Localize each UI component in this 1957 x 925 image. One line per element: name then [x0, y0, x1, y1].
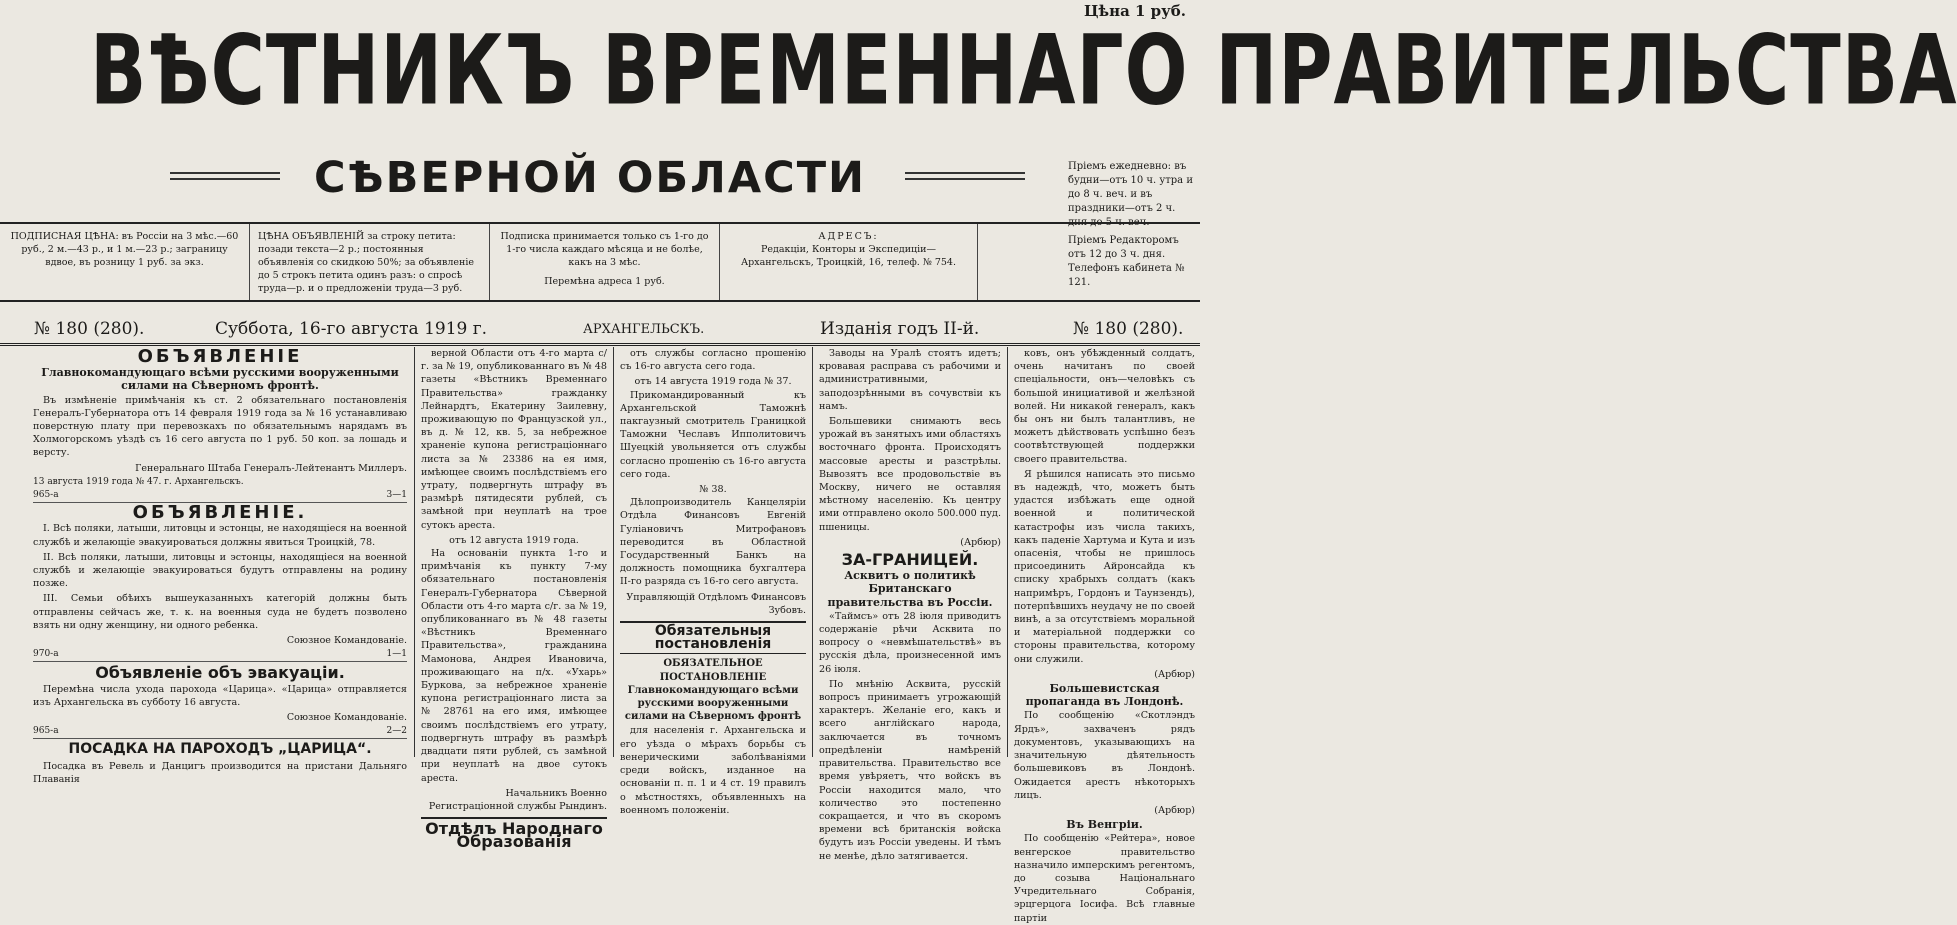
dismissal-text: отъ службы согласно прошенію съ 16-го августа сего года. — [620, 348, 806, 373]
decree-text: для населенія г. Архангельска и его уѣзда о мѣрахъ борьбы съ венерическими заболѣваніями среди войскъ, изданное на основаніи п. п. 1 и 4 ст. 19 правилъ о мѣстностяхъ, объявленныхъ на военномъ положеніи. — [620, 725, 806, 816]
evacuation-announcement-ref — [33, 725, 407, 739]
finance-signature: Управляющій Отдѣломъ Финансовъ Зубовъ. — [626, 591, 806, 616]
decrees-heading: Обязательныя постановленія — [620, 621, 806, 654]
evacuation-signature: Союзное Командованіе. — [286, 635, 407, 647]
ironside-text: ковъ, онъ убѣжденный солдатъ, очень начитанъ по своей спеціальности, онъ—человѣкъ съ большой инициативой и желѣзной волей. Ни никакой генералъ, какъ бы онъ ни былъ талантливъ, не можетъ дѣйствовать успѣшно безъ соотвѣтствующей поддержки своего правительства. — [1014, 348, 1195, 465]
issue-city: АРХАНГЕЛЬСКЪ. — [583, 322, 705, 337]
notice-heading: ОБЪЯВЛЕНІЕ — [137, 346, 303, 367]
column-divider — [812, 347, 813, 757]
fine-order-signature: Начальникъ Военно Регистраціонной службы Рындинъ. — [428, 787, 607, 812]
notice-signature: Генеральнаго Штаба Генералъ-Лейтенантъ Миллеръ. — [135, 462, 407, 474]
decorative-rule-right — [905, 172, 1025, 180]
letter-text: Я рѣшился написать это письмо въ надеждѣ, что, можетъ быть удастся избѣжать еще одной военной и политической катастрофы изъ числа такихъ, какъ паденіе Хартума и Кута и изъ опасенія, чтобы не пришлось присоединить Айронсайда къ списку храбрыхъ солдатъ (какъ напримѣръ, Гордонъ и Таунзендъ), потерпѣвшихъ неудачу не по своей винѣ, а за отсутствіемъ моральной и матеріальной поддержки со стороны правительства, которому они служили. — [1014, 468, 1195, 665]
fine-order-date: отъ 12 августа 1919 года. — [449, 534, 579, 546]
subscription-terms-text: Подписка принимается только съ 1-го до 1-го числа каждаго мѣсяца и не болѣе, какъ на 3 мѣс. — [500, 231, 709, 268]
notice-ref-code: 965-а — [33, 490, 59, 501]
subscription-terms — [490, 224, 720, 300]
evacuation-announcement-ref-code: 965-а — [33, 726, 59, 737]
evacuation-announcement-heading: Объявленіе объ эвакуаціи. — [95, 663, 345, 683]
issue-number-left: № 180 (280). — [34, 319, 145, 339]
evacuation-announcement-ref-count: 2—2 — [386, 726, 407, 737]
notice-text: Въ измѣненіе примѣчанія къ ст. 2 обязательнаго постановленія Генералъ-Губернатора отъ 14 февраля 1919 года за № 16 устанавливаю поверстную плату при перевозкахъ по обязательнымъ нарядамъ въ Холмогорскомъ уѣздѣ съ 16 сего августа по 1 руб. 50 коп. за лошадь и версту. — [33, 394, 407, 459]
evacuation-ref-code: 970-а — [33, 649, 59, 660]
issue-date: Суббота, 16-го августа 1919 г. — [215, 319, 488, 339]
price-label: Цѣна 1 руб. — [1084, 2, 1186, 20]
order-38-number: № 38. — [699, 484, 727, 496]
issue-year: Изданія годъ II-й. — [820, 319, 980, 339]
education-dept-heading: Отдѣлъ Народнаго Образованія — [421, 817, 607, 848]
info-bar — [0, 222, 1200, 302]
fine-order-1: верной Области отъ 4-го марта с/г. за № 19, опубликованнаго въ № 48 газеты «Вѣстникъ Временнаго Правительства» гражданку Лейнардтъ, Екатерину Заилевну, проживающую по Французской ул., въ д. № 12, кв. 5, за небрежное храненіе купона регистраціоннаго листа за № 23386 на ея имя, имѣющее своимъ послѣдствіемъ его утрату, подвергнуть штрафу въ размѣрѣ пятидесяти рублей, съ замѣной при неуплатѣ на трое сутокъ ареста. — [421, 348, 607, 531]
address-info — [720, 224, 978, 300]
masthead-subtitle: СѢВЕРНОЙ ОБЛАСТИ — [313, 153, 867, 203]
ad-rates-info: ЦѢНА ОБЪЯВЛЕНІЙ за строку петита: позади текста—2 р.; постоянныя объявленія со скидкою 50%; за объявленіе до 5 строкъ петита одинъ разъ: о спросѣ труда—р. и о предложеніи труда—3 руб. — [250, 224, 490, 300]
notice-subheading: Главнокомандующаго всѣми русскими вооруженными силами на Сѣверномъ фронтѣ. — [41, 366, 399, 393]
letter-source: (Арбюр) — [1154, 668, 1195, 680]
decorative-rule-left — [170, 172, 280, 180]
column-2 — [416, 347, 612, 852]
hungary-heading: Въ Венгріи. — [1066, 818, 1143, 832]
propaganda-heading: Большевистская пропаганда въ Лондонѣ. — [1025, 682, 1184, 709]
masthead-subtitle-row — [0, 150, 1200, 210]
evacuation-ref-count: 1—1 — [386, 649, 407, 660]
address-change-fee: Перемѣна адреса 1 руб. — [544, 276, 665, 287]
column-4 — [814, 347, 1006, 862]
evacuation-notice-heading: ОБЪЯВЛЕНІЕ. — [132, 502, 308, 524]
propaganda-source: (Арбюр) — [1154, 804, 1195, 816]
notice-date: 13 августа 1919 года № 47. г. Архангельскъ. — [33, 476, 244, 487]
evacuation-announcement-text: Перемѣна числа ухода парохода «Царица». «Царица» отправляется изъ Архангельска въ субботу 16 августа. — [33, 683, 407, 708]
urals-news: Заводы на Уралѣ стоятъ идетъ; кровавая расправа съ рабочими и административными, заподозрѣнными въ сочувствіи къ намъ. — [819, 348, 1001, 412]
address-text: Редакціи, Конторы и Экспедиціи—Архангельскъ, Троицкій, 16, телеф. № 754. — [740, 244, 956, 268]
boarding-text: Посадка въ Ревель и Данцигъ производится на пристани Дальняго Плаванія — [33, 760, 407, 785]
column-5 — [1009, 347, 1200, 924]
issue-number-right: № 180 (280). — [1073, 319, 1184, 339]
masthead-title: ВѢСТНИКЪ ВРЕМЕННАГО ПРАВИТЕЛЬСТВА — [90, 15, 1957, 127]
evacuation-item-2: II. Всѣ поляки, латыши, литовцы и эстонцы, находящіеся на военной службѣ и желающіе эвакуироваться будутъ отправлены на родину позже. — [33, 551, 407, 590]
propaganda-text: По сообщенію «Скотлэндъ Ярдъ», захваченъ рядъ документовъ, указывающихъ на значительную дѣятельность большевиковъ въ Лондонѣ. Ожидается арестъ нѣкоторыхъ лицъ. — [1014, 710, 1195, 801]
column-divider — [613, 347, 614, 757]
column-1 — [28, 346, 412, 785]
notice-ref — [33, 489, 407, 503]
order-37-date: отъ 14 августа 1919 года № 37. — [634, 376, 792, 388]
asquith-heading: Асквитъ о политикѣ Британскаго правительства въ Россіи. — [827, 569, 993, 609]
boarding-heading: ПОСАДКА НА ПАРОХОДЪ „ЦАРИЦА“. — [68, 741, 372, 758]
column-3 — [615, 347, 811, 816]
evacuation-ref — [33, 648, 407, 662]
notice-ref-count: 3—1 — [386, 490, 407, 501]
order-37-text: Прикомандированный къ Архангельской Таможнѣ пакгаузный смотритель Границкой Таможни Чеславъ Ипполитовичъ Шуецкій увольняется отъ службы согласно прошенію съ 16-го августа сего года. — [620, 389, 806, 480]
harvest-news: Большевики снимаютъ весь урожай въ занятыхъ ими областяхъ восточнаго фронта. Происходятъ массовые аресты и разстрѣлы. Вывозятъ все продовольствіе въ Москву, ничего не оставляя мѣстному населенію. Къ центру ими отправлено около 500.000 пуд. пшеницы. — [819, 416, 1001, 533]
evacuation-item-3: III. Семьи обѣихъ вышеуказанныхъ категорій должны быть отправлены сейчасъ же, т. к. на военныя суда не будетъ позволено взять ни одну женщину, ни одного ребенка. — [33, 593, 407, 631]
evacuation-announcement-signature: Союзное Командованіе. — [286, 712, 407, 724]
office-hours-editor: Пріемъ Редакторомъ отъ 12 до 3 ч. дня. Телефонъ кабинета № 121. — [1068, 235, 1185, 288]
address-label: АДРЕСЪ: — [818, 231, 879, 242]
news-source: (Арбюр) — [960, 536, 1001, 548]
hungary-text: По сообщенію «Рейтера», новое венгерское правительство назначило имперскимъ регентомъ, до созыва Національнаго Учредительнаго Собранія, эрцгерцога Іосифа. Всѣ главные партіи — [1014, 833, 1195, 924]
subscription-info: ПОДПИСНАЯ ЦѢНА: въ Россіи на 3 мѣс.—60 руб., 2 м.—43 р., и 1 м.—23 р.; заграницу вдвое, въ розницу 1 руб. за экз. — [0, 224, 250, 300]
fine-order-2: На основаніи пункта 1-го и примѣчанія къ пункту 7-му обязательнаго постановленія Генералъ-Губернатора Сѣверной Области отъ 4-го марта с/г. за № 19, опубликованнаго въ № 48 газеты «Вѣстникъ Временнаго Правительства», гражданина Мамонова, Андрея Ивановича, проживающаго на п/х. «Ухарь» Буркова, за небрежное храненіе купона регистраціоннаго листа за № 28761 на его имя, имѣющее своимъ послѣдствіемъ его утрату, подвергнуть штрафу въ размѣрѣ двадцати пяти рублей, съ замѣной при неуплатѣ на двое сутокъ ареста. — [421, 548, 607, 784]
decree-subheading: ОБЯЗАТЕЛЬНОЕ ПОСТАНОВЛЕНІЕ Главнокомандующаго всѣми русскими вооруженными силами на Сѣверномъ фронтѣ — [624, 658, 802, 723]
order-38-text: Дѣлопроизводитель Канцеляріи Отдѣла Финансовъ Евгеній Гуліановичъ Митрофановъ переводится въ Областной Государственный Банкъ на должность помощника бухгалтера II-го разряда съ 16-го сего августа. — [620, 497, 806, 588]
info-spacer — [978, 224, 1200, 300]
asquith-text-2: По мнѣнію Асквита, русскій вопросъ принимаетъ угрожающій характеръ. Желаніе его, какъ и всего англійскаго народа, заключается въ точномъ опредѣленіи намѣреній правительства. Правительство все время увѣряетъ, что войскъ въ Россіи находится мало, что количество это постепенно сокращается, и что въ скоромъ времени всѣ британскія войска будутъ изъ Россіи уведены. И тѣмъ не менѣе, дѣло затягивается. — [819, 678, 1001, 862]
column-divider — [414, 347, 415, 757]
abroad-heading: ЗА-ГРАНИЦЕЙ. — [841, 550, 979, 570]
evacuation-item-1: I. Всѣ поляки, латыши, литовцы и эстонцы, не находящіеся на военной службѣ и желающіе эвакуироваться должны явиться Троицкій, 78. — [33, 523, 407, 548]
column-divider — [1007, 347, 1008, 757]
asquith-text-1: «Таймсъ» отъ 28 іюля приводитъ содержаніе рѣчи Асквита по вопросу о «невмѣшательствѣ» въ русскія дѣла, произнесенной имъ 26 іюля. — [819, 610, 1001, 675]
dateline — [0, 317, 1200, 346]
office-hours-general: Пріемъ ежедневно: въ будни—отъ 10 ч. утра и до 8 ч. веч. и въ праздники—отъ 2 ч. дня до 5 ч. веч. — [1068, 161, 1193, 228]
